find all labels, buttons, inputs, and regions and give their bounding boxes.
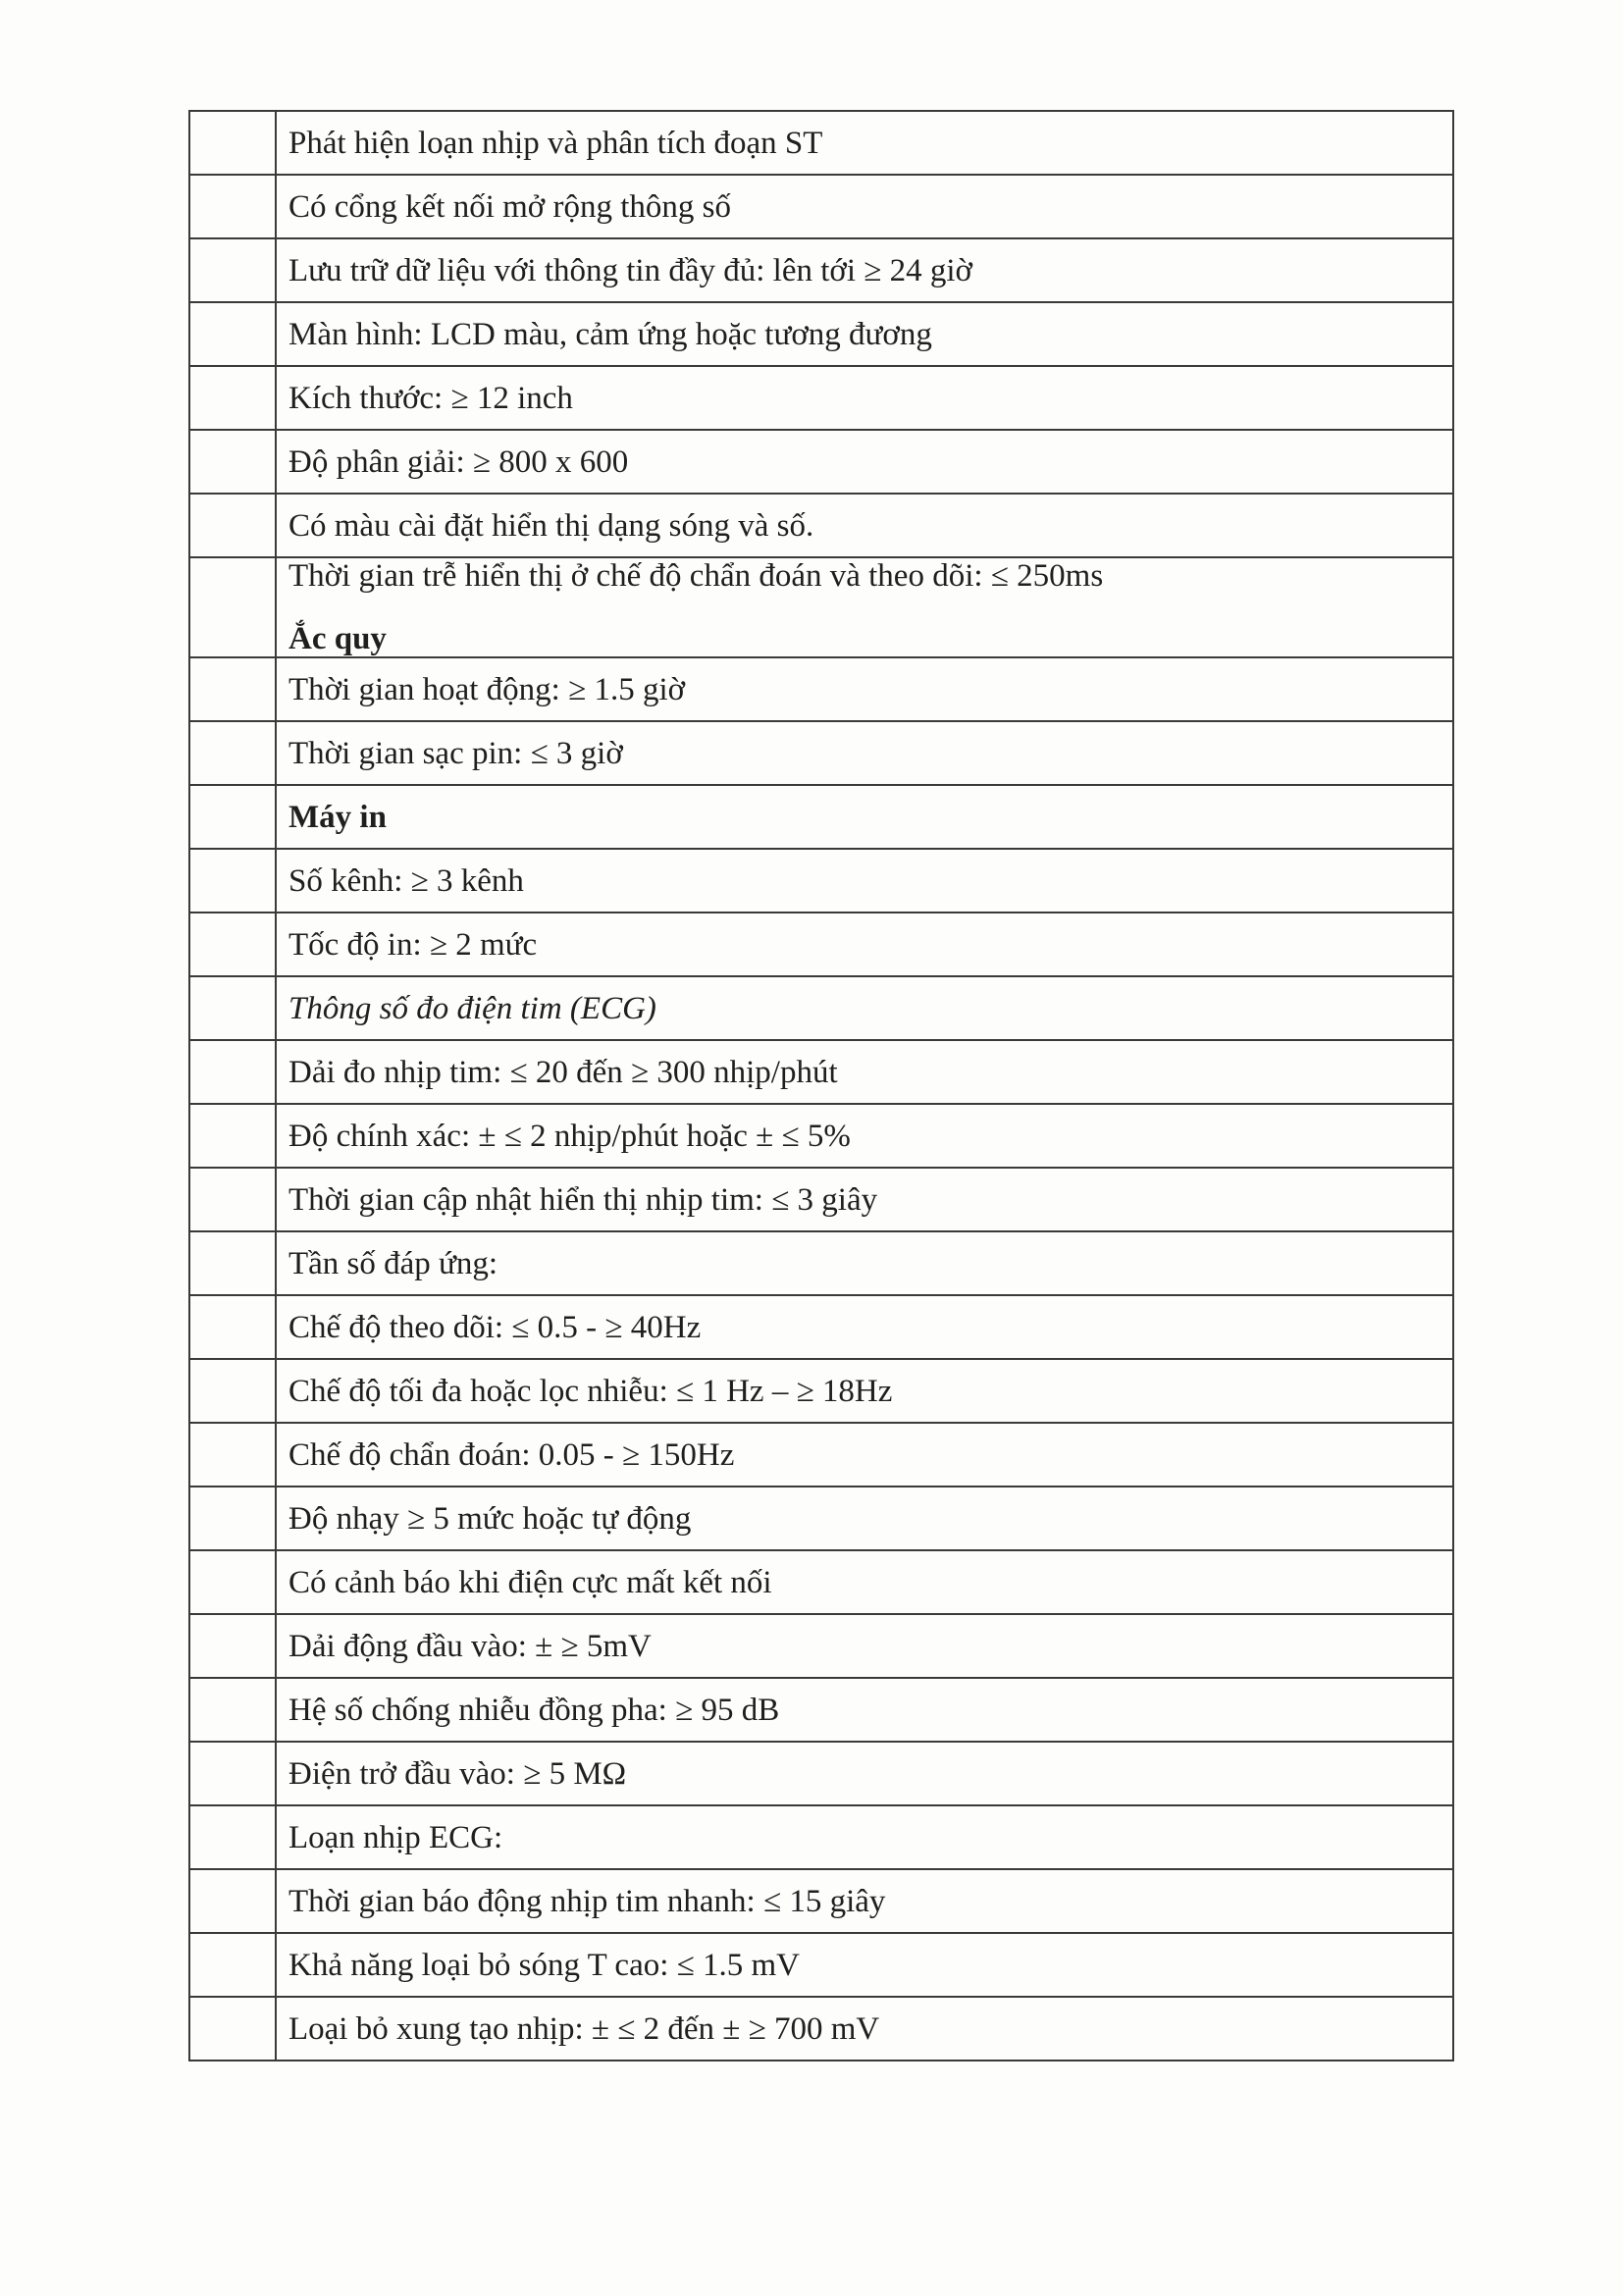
row-number-cell xyxy=(189,785,276,849)
table-row xyxy=(189,1933,1453,1997)
specification-cell: Lưu trữ dữ liệu với thông tin đầy đủ: lên tới ≥ 24 giờ xyxy=(276,238,1453,302)
table-row xyxy=(189,1359,1453,1423)
table-row xyxy=(189,1614,1453,1678)
row-number-cell xyxy=(189,913,276,976)
table-row xyxy=(189,1678,1453,1742)
specification-text: Thời gian trễ hiển thị ở chế độ chẩn đoán và theo dõi: ≤ 250ms xyxy=(288,558,1104,594)
row-number-cell xyxy=(189,1933,276,1997)
row-number-cell xyxy=(189,1487,276,1550)
table-row xyxy=(189,1742,1453,1805)
table-row xyxy=(189,1869,1453,1933)
specification-cell: Tốc độ in: ≥ 2 mức xyxy=(276,913,1453,976)
specification-cell: Có cổng kết nối mở rộng thông số xyxy=(276,175,1453,238)
table-row xyxy=(189,1423,1453,1487)
row-number-cell xyxy=(189,1423,276,1487)
table-row xyxy=(189,557,1453,657)
row-number-cell xyxy=(189,849,276,913)
row-number-cell xyxy=(189,557,276,657)
row-number-cell xyxy=(189,1295,276,1359)
table-row xyxy=(189,238,1453,302)
row-number-cell xyxy=(189,657,276,721)
specification-cell: Thời gian cập nhật hiển thị nhịp tim: ≤ 3 giây xyxy=(276,1168,1453,1231)
specification-cell: Dải động đầu vào: ± ≥ 5mV xyxy=(276,1614,1453,1678)
specification-cell: Thời gian báo động nhịp tim nhanh: ≤ 15 giây xyxy=(276,1869,1453,1933)
row-number-cell xyxy=(189,111,276,175)
specification-cell: Tần số đáp ứng: xyxy=(276,1231,1453,1295)
specification-cell: Điện trở đầu vào: ≥ 5 MΩ xyxy=(276,1742,1453,1805)
table-row xyxy=(189,976,1453,1040)
section-heading: Ắc quy xyxy=(288,621,387,656)
table-row xyxy=(189,1805,1453,1869)
row-number-cell xyxy=(189,238,276,302)
row-number-cell xyxy=(189,1869,276,1933)
row-number-cell xyxy=(189,430,276,494)
specification-cell: Màn hình: LCD màu, cảm ứng hoặc tương đương xyxy=(276,302,1453,366)
table-row xyxy=(189,913,1453,976)
table-row xyxy=(189,430,1453,494)
table-row xyxy=(189,1997,1453,2061)
table-row xyxy=(189,175,1453,238)
row-number-cell xyxy=(189,721,276,785)
specification-cell: Phát hiện loạn nhịp và phân tích đoạn ST xyxy=(276,111,1453,175)
row-number-cell xyxy=(189,1104,276,1168)
table-row xyxy=(189,1040,1453,1104)
specification-cell: Loại bỏ xung tạo nhịp: ± ≤ 2 đến ± ≥ 700 mV xyxy=(276,1997,1453,2061)
table-row xyxy=(189,721,1453,785)
row-number-cell xyxy=(189,1805,276,1869)
table-row xyxy=(189,1487,1453,1550)
specification-cell: Chế độ chẩn đoán: 0.05 - ≥ 150Hz xyxy=(276,1423,1453,1487)
row-number-cell xyxy=(189,175,276,238)
specification-cell: Độ chính xác: ± ≤ 2 nhịp/phút hoặc ± ≤ 5% xyxy=(276,1104,1453,1168)
specification-cell: Hệ số chống nhiễu đồng pha: ≥ 95 dB xyxy=(276,1678,1453,1742)
row-number-cell xyxy=(189,1997,276,2061)
specification-cell: Thời gian hoạt động: ≥ 1.5 giờ xyxy=(276,657,1453,721)
table-row xyxy=(189,785,1453,849)
table-row xyxy=(189,1295,1453,1359)
row-number-cell xyxy=(189,1742,276,1805)
row-number-cell xyxy=(189,1614,276,1678)
specification-cell: Kích thước: ≥ 12 inch xyxy=(276,366,1453,430)
row-number-cell xyxy=(189,1550,276,1614)
specification-cell: Loạn nhịp ECG: xyxy=(276,1805,1453,1869)
specification-cell: Chế độ theo dõi: ≤ 0.5 - ≥ 40Hz xyxy=(276,1295,1453,1359)
table-row xyxy=(189,302,1453,366)
table-row xyxy=(189,366,1453,430)
row-number-cell xyxy=(189,976,276,1040)
specification-table xyxy=(188,110,1454,2061)
table-row xyxy=(189,657,1453,721)
specification-cell: Khả năng loại bỏ sóng T cao: ≤ 1.5 mV xyxy=(276,1933,1453,1997)
row-number-cell xyxy=(189,366,276,430)
specification-cell: Thời gian sạc pin: ≤ 3 giờ xyxy=(276,721,1453,785)
specification-table-body xyxy=(189,111,1453,2061)
row-number-cell xyxy=(189,1231,276,1295)
specification-cell: Số kênh: ≥ 3 kênh xyxy=(276,849,1453,913)
row-number-cell xyxy=(189,1168,276,1231)
row-number-cell xyxy=(189,1040,276,1104)
table-row xyxy=(189,494,1453,557)
section-heading: Máy in xyxy=(276,785,1453,849)
row-number-cell xyxy=(189,302,276,366)
table-row xyxy=(189,1168,1453,1231)
specification-cell: Chế độ tối đa hoặc lọc nhiễu: ≤ 1 Hz – ≥ 18Hz xyxy=(276,1359,1453,1423)
table-row xyxy=(189,1550,1453,1614)
specification-cell: Độ nhạy ≥ 5 mức hoặc tự động xyxy=(276,1487,1453,1550)
specification-cell: Có cảnh báo khi điện cực mất kết nối xyxy=(276,1550,1453,1614)
row-number-cell xyxy=(189,494,276,557)
row-number-cell xyxy=(189,1359,276,1423)
table-row xyxy=(189,111,1453,175)
subsection-heading: Thông số đo điện tim (ECG) xyxy=(276,976,1453,1040)
table-row xyxy=(189,1231,1453,1295)
specification-cell xyxy=(276,557,1453,657)
specification-cell: Có màu cài đặt hiển thị dạng sóng và số. xyxy=(276,494,1453,557)
specification-cell: Độ phân giải: ≥ 800 x 600 xyxy=(276,430,1453,494)
row-number-cell xyxy=(189,1678,276,1742)
table-row xyxy=(189,1104,1453,1168)
table-row xyxy=(189,849,1453,913)
specification-cell: Dải đo nhịp tim: ≤ 20 đến ≥ 300 nhịp/phút xyxy=(276,1040,1453,1104)
